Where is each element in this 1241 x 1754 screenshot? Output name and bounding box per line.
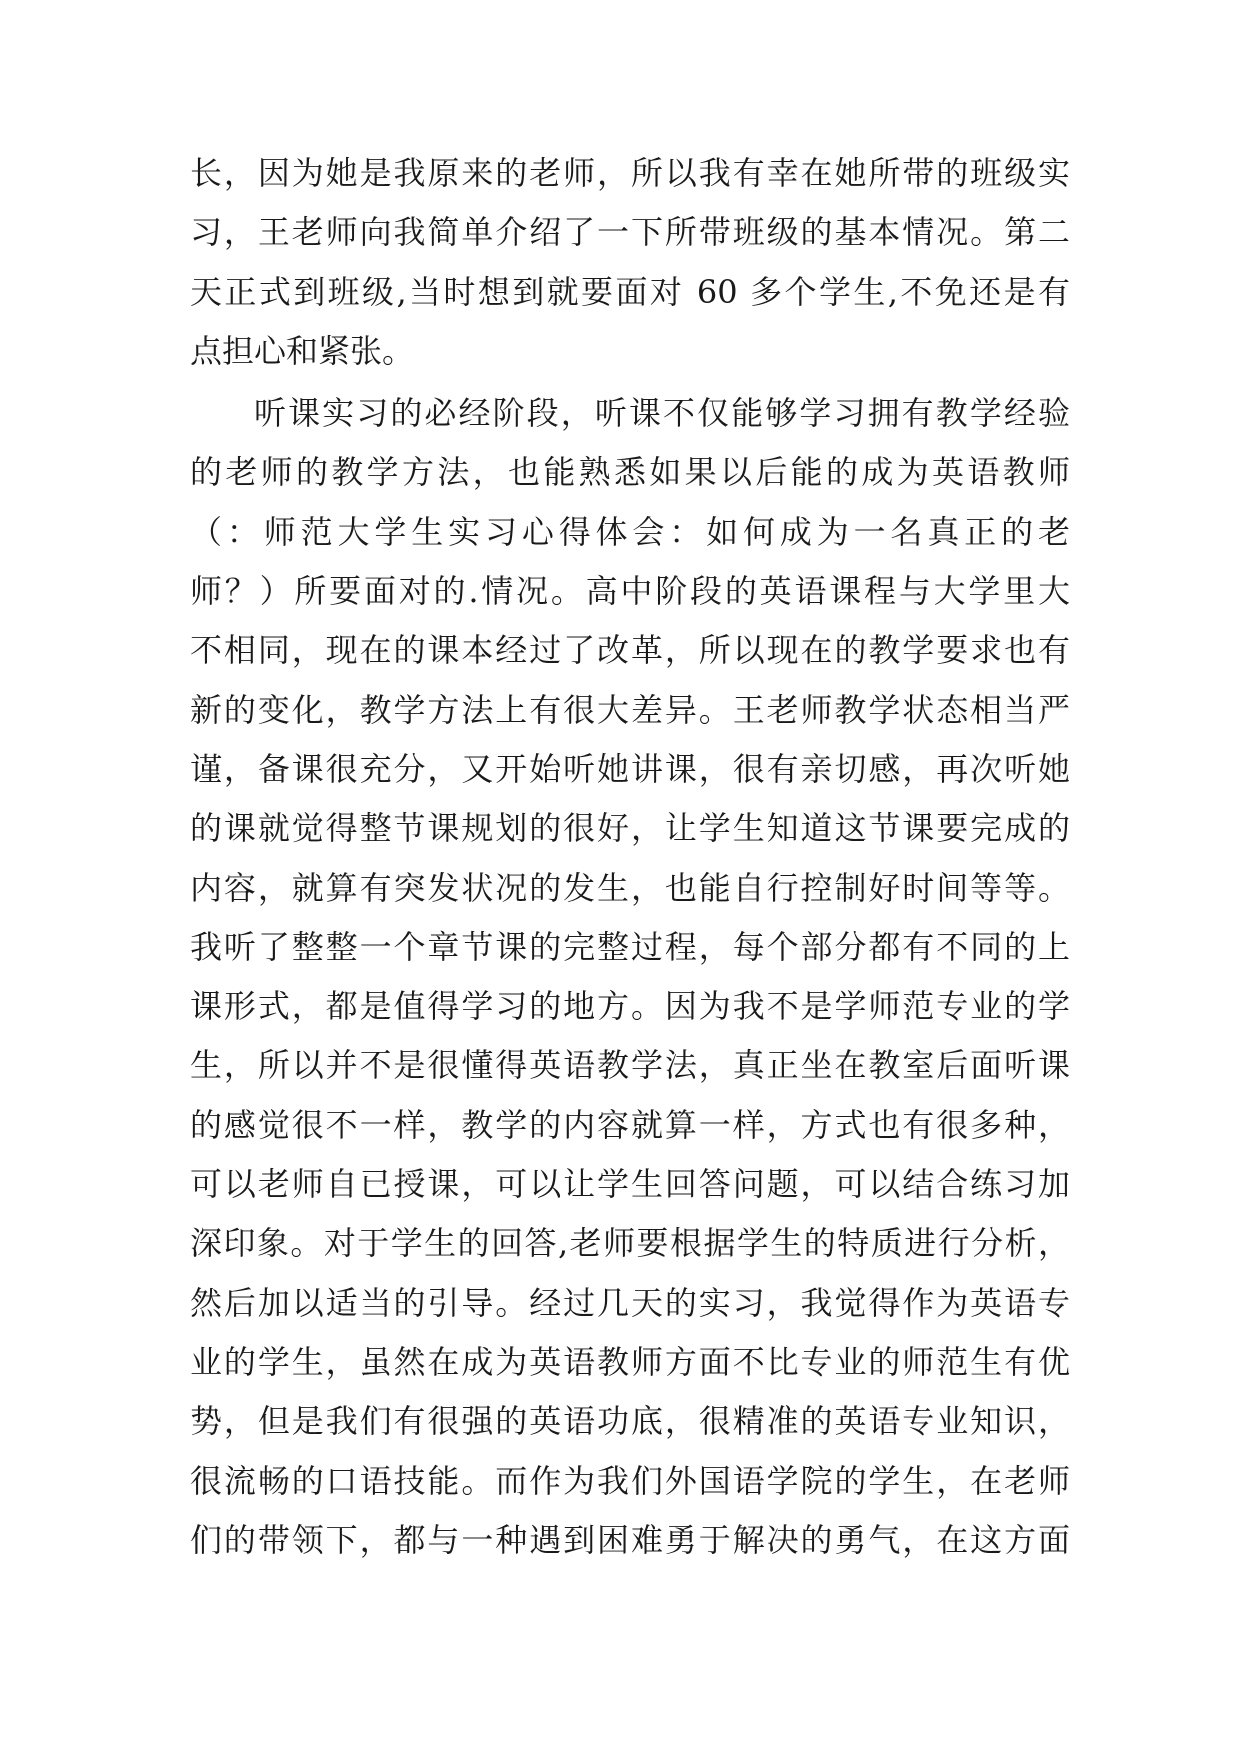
- text-line: 可以老师自已授课，可以让学生回答问题，可以结合练习加: [190, 1165, 1070, 1204]
- text-line: 业的学生，虽然在成为英语教师方面不比专业的师范生有优: [190, 1342, 1070, 1381]
- paragraph-2: [190, 384, 1070, 1570]
- text-line: 不相同，现在的课本经过了改革，所以现在的教学要求也有: [190, 631, 1070, 670]
- text-line: 天正式到班级,当时想到就要面对 60 多个学生,不免还是有: [190, 272, 1070, 311]
- text-line: 听课实习的必经阶段，听课不仅能够学习拥有教学经验: [254, 394, 1070, 433]
- text-line: 的课就觉得整节课规划的很好，让学生知道这节课要完成的: [190, 809, 1070, 848]
- text-line: 的感觉很不一样，教学的内容就算一样，方式也有很多种，: [190, 1105, 1070, 1144]
- text-line: 然后加以适当的引导。经过几天的实习，我觉得作为英语专: [190, 1283, 1070, 1322]
- text-line: 习，王老师向我简单介绍了一下所带班级的基本情况。第二: [190, 213, 1070, 252]
- text-line: 课形式，都是值得学习的地方。因为我不是学师范专业的学: [190, 987, 1070, 1026]
- text-line: 生，所以并不是很懂得英语教学法，真正坐在教室后面听课: [190, 1046, 1070, 1085]
- text-line: 点担心和紧张。: [190, 331, 415, 370]
- text-line: 们的带领下，都与一种遇到困难勇于解决的勇气，在这方面: [190, 1520, 1070, 1559]
- document-body: [190, 144, 1070, 1570]
- paragraph-1: [190, 144, 1070, 381]
- text-line: 深印象。对于学生的回答,老师要根据学生的特质进行分析，: [190, 1224, 1070, 1263]
- text-line: 谨，备课很充分，又开始听她讲课，很有亲切感，再次听她: [190, 749, 1070, 788]
- text-line: 的老师的教学方法，也能熟悉如果以后能的成为英语教师: [190, 453, 1070, 492]
- text-line: 师？）所要面对的.情况。高中阶段的英语课程与大学里大: [190, 572, 1070, 611]
- text-line: （：师范大学生实习心得体会：如何成为一名真正的老: [190, 512, 1070, 551]
- text-line: 我听了整整一个章节课的完整过程，每个部分都有不同的上: [190, 927, 1070, 966]
- text-line: 长，因为她是我原来的老师，所以我有幸在她所带的班级实: [190, 154, 1070, 192]
- text-line: 内容，就算有突发状况的发生，也能自行控制好时间等等。: [190, 868, 1070, 907]
- text-line: 很流畅的口语技能。而作为我们外国语学院的学生，在老师: [190, 1461, 1070, 1500]
- text-line: 势，但是我们有很强的英语功底，很精准的英语专业知识，: [190, 1402, 1070, 1441]
- text-line: 新的变化，教学方法上有很大差异。王老师教学状态相当严: [190, 690, 1070, 729]
